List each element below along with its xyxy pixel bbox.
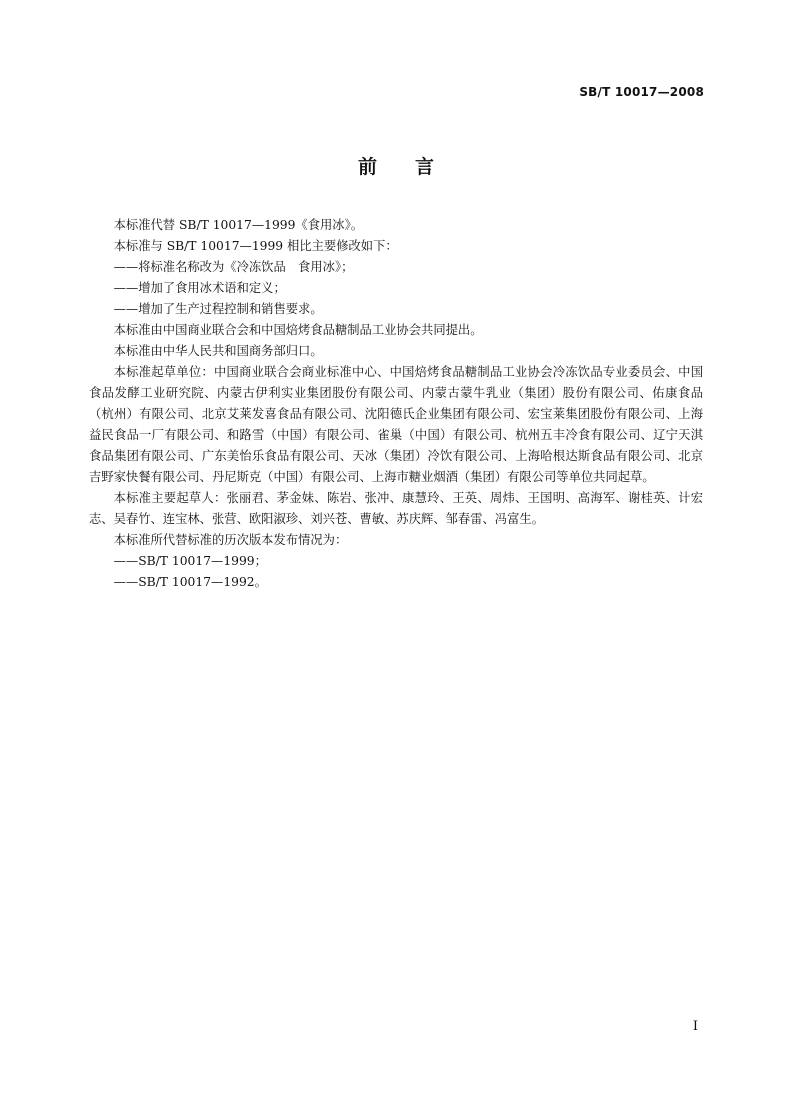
page-title: 前言 bbox=[357, 156, 472, 178]
paragraph: ——SB/T 10017—1992。 bbox=[113, 575, 267, 589]
paragraph: ——增加了生产过程控制和销售要求。 bbox=[113, 302, 323, 316]
page-number: I bbox=[692, 1019, 698, 1034]
paragraph: ——将标准名称改为《冷冻饮品 食用冰》； bbox=[113, 260, 354, 274]
paragraph: 本标准代替 SB/T 10017—1999《食用冰》。 bbox=[113, 218, 364, 232]
standard-code: SB/T 10017—2008 bbox=[579, 85, 704, 99]
paragraph: ——增加了食用冰术语和定义； bbox=[113, 281, 286, 295]
paragraph: ——SB/T 10017—1999； bbox=[113, 554, 267, 568]
paragraph: 本标准所代替标准的历次版本发布情况为： bbox=[113, 533, 348, 547]
paragraph: 本标准与 SB/T 10017—1999 相比主要修改如下： bbox=[113, 239, 398, 253]
paragraph: 本标准由中华人民共和国商务部归口。 bbox=[113, 344, 323, 358]
paragraph-drafters: 本标准主要起草人：张丽君、茅金妹、陈岩、张冲、康慧玲、王英、周炜、王国明、高海军、谢桂英、计宏志、吴春竹、连宝林、张营、欧阳淑珍、刘兴苍、曹敏、苏庆辉、邹春雷、冯富生。 bbox=[89, 491, 703, 526]
paragraph: 本标准由中国商业联合会和中国焙烤食品糖制品工业协会共同提出。 bbox=[113, 323, 483, 337]
foreword-body bbox=[89, 215, 703, 593]
paragraph-drafting-units: 本标准起草单位：中国商业联合会商业标准中心、中国焙烤食品糖制品工业协会冷冻饮品专业委员会、中国食品发酵工业研究院、内蒙古伊利实业集团股份有限公司、内蒙古蒙牛乳业（集团）股份有限公司、佑康食品（杭州）有限公司、北京艾莱发喜食品有限公司、沈阳德氏企业集团有限公司、宏宝莱集团股份有限公司、上海益民食品一厂有限公司、和路雪（中国）有限公司、雀巢（中国）有限公司、杭州五丰冷食有限公司、辽宁天淇食品集团有限公司、广东美怡乐食品有限公司、天冰（集团）冷饮有限公司、上海哈根达斯食品有限公司、北京吉野家快餐有限公司、丹尼斯克（中国）有限公司、上海市糖业烟酒（集团）有限公司等单位共同起草。 bbox=[89, 365, 703, 484]
